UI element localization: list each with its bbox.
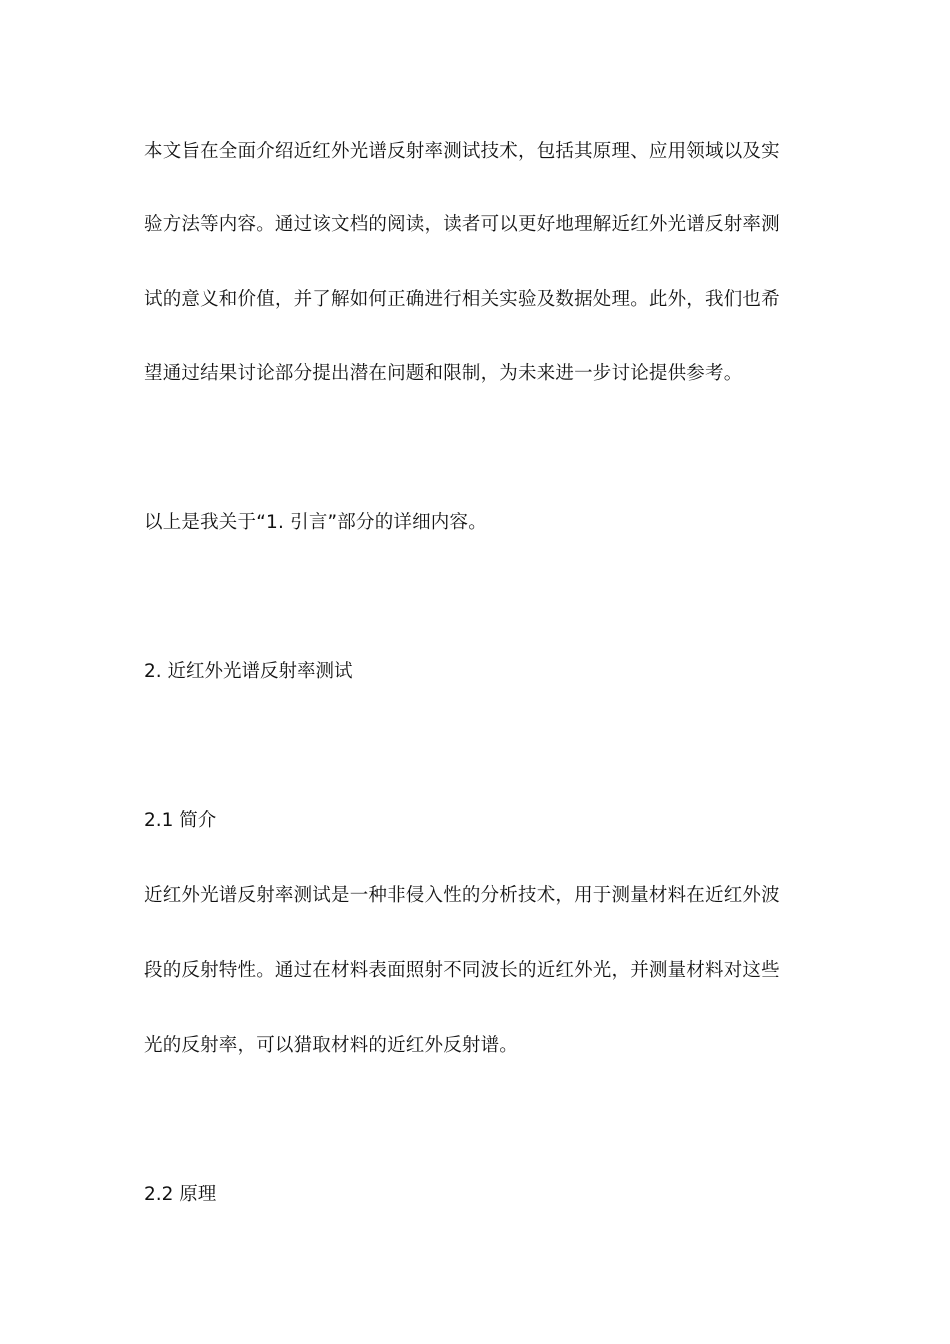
section-2-1-line-3: 光的反射率，可以猎取材料的近红外反射谱。: [144, 1035, 519, 1056]
intro-paragraph-line-4: 望通过结果讨论部分提出潜在问题和限制，为未来进一步讨论提供参考。: [144, 363, 743, 384]
section-2-2-heading: 2.2 原理: [144, 1184, 217, 1205]
section-2-1-line-2: 段的反射特性。通过在材料表面照射不同波长的近红外光，并测量材料对这些: [144, 960, 780, 981]
section-2-1-heading: 2.1 简介: [144, 810, 217, 831]
intro-paragraph-line-1: 本文旨在全面介绍近红外光谱反射率测试技术，包括其原理、应用领域以及实: [144, 141, 780, 162]
intro-paragraph-line-2: 验方法等内容。通过该文档的阅读，读者可以更好地理解近红外光谱反射率测: [144, 214, 780, 235]
intro-closing-text: 以上是我关于“1. 引言”部分的详细内容。: [144, 512, 487, 533]
section-2-heading: 2. 近红外光谱反射率测试: [144, 661, 353, 682]
section-2-1-line-1: 近红外光谱反射率测试是一种非侵入性的分析技术，用于测量材料在近红外波: [144, 885, 780, 906]
intro-paragraph-line-3: 试的意义和价值，并了解如何正确进行相关实验及数据处理。此外，我们也希: [144, 289, 780, 310]
